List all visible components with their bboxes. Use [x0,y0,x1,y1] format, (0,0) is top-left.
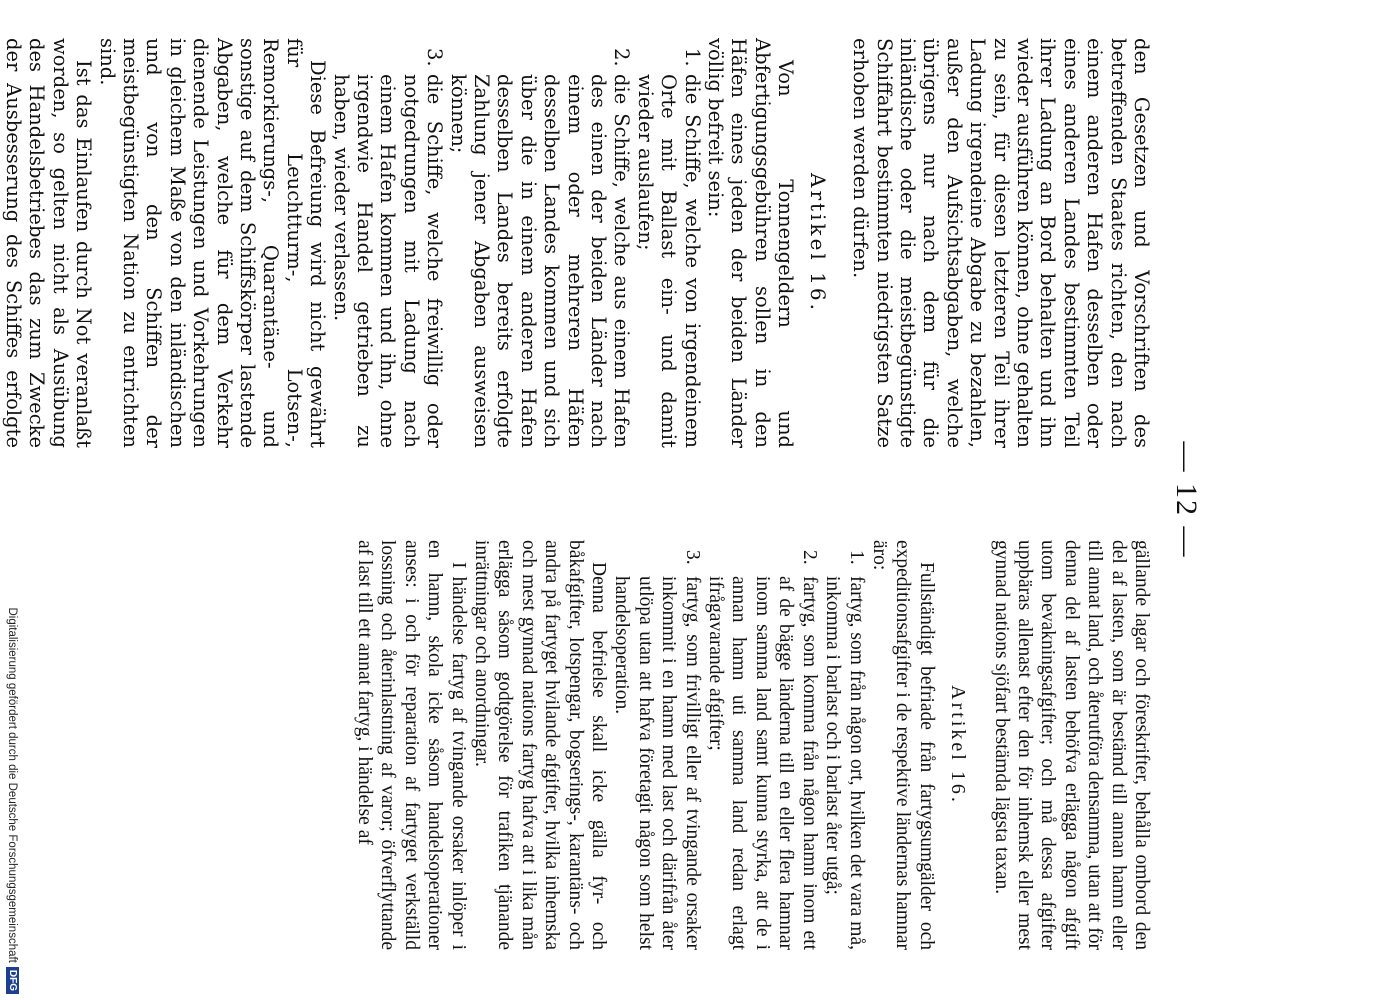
german-column [0,38,1153,448]
german-list-item [633,38,703,448]
swedish-item-text: fartyg, som från någon ort, hvilken det vara må, inkomma i barlast och i barlast åter utgå; [822,576,867,950]
german-item-number: 1. [680,48,704,67]
swedish-article-heading: Artikel 16. [947,685,970,805]
german-item-number: 2. [610,48,634,67]
swedish-intro-paragraph: gällande lagar och föreskrifter, behålla ombord den del af lasten, som är bestämd till annan hamn eller till annat land, och återutföra densamma, utan att för denna del af lasten behöfva erlägga någon afgift utom bevakningsafgifter; och må dessa afgifter uppbäras allenast efter den för inhemsk eller mest gynnad nations sjöfart bestämda lägsta taxan. [990,540,1152,950]
swedish-item-text: fartyg, som frivilligt eller af tvingande orsaker inkommit i en hamn med last och därifrån åter utlöpa utan att hafva företagit någon som helst handelsoperation. [611,576,703,950]
german-list-item [329,38,446,448]
german-intro-paragraph: den Gesetzen und Vorschriften des betreffenden Staates richten, den nach einem anderen Hafen desselben oder eines anderen Landes bestimmten Teil ihrer Ladung an Bord behalten und ihn wieder ausführen können, ohne gehalten zu sein, für diesen letzteren Teil ihrer Ladung irgendeine Abgabe zu bezahlen, außer den Aufsichtsabgaben, welche übrigens nur nach dem für die inländische oder die meistbegünstigte Schiffahrt bestimmten niedrigsten Satze erhoben werden dürfen. [849,38,1153,448]
swedish-column [353,540,1153,950]
german-lead-paragraph: Von Tonnengeldern und Abfertigungsgebühren sollen in den Häfen eines jeden der beiden Länder völlig befreit sein: [704,38,798,448]
german-item-text: die Schiffe, welche freiwillig oder notgedrungen mit Ladung nach einem Hafen kommen und ihn, ohne irgendwie Handel getrieben zu haben, wieder verlassen. [329,74,447,448]
swedish-lead-paragraph: Fullständigt befriade från fartygsumgälder och expeditionsafgifter i de respektive ländernas hamnar äro: [868,540,937,950]
swedish-list-item [704,540,821,950]
swedish-paragraph-distress: I händelse fartyg af tvingande orsaker inlöper i en hamn, skola icke såsom handelsoperationer anses: i och för reparation af fartyget verkställd lossning och återinlastning af varor; öfverflyttande af last till ett annat fartyg, i händelse af [354,540,469,950]
german-paragraph-exemption: Diese Befreiung wird nicht gewährt für Leuchtturm-, Lotsen-, Remorkierungs-, Quarantäne- und sonstige auf dem Schiffskörper lastende Abgaben, welche für dem Verkehr dienende Leistungen und Vorkehrungen in gleichem Maße von den inländischen und von den Schiffen der meistbegünstigten Nation zu entrichten sind. [95,38,330,448]
german-list-item [446,38,633,448]
swedish-item-number: 1. [845,550,867,565]
page-number: — 12 — [1170,441,1203,559]
swedish-item-number: 2. [798,550,820,565]
german-item-text: die Schiffe, welche aus einem Hafen des einen der beiden Länder nach einem oder mehreren Häfen desselben Landes kommen und sich über die in einem anderen Hafen desselben Landes bereits erfolgte Zahlung jener Abgaben ausweisen können; [446,74,634,448]
german-paragraph-distress: Ist das Einlaufen durch Not veranlaßt worden, so gelten nicht als Ausübung des Handelsbetriebes das zum Zwecke der Ausbesserung des Schiffes erfolgte [1,38,96,448]
digitization-credit-text: Digitalisierung gefördert durch die Deutsche Forschungsgemeinschaft [6,607,19,963]
swedish-item-number: 3. [681,550,703,565]
german-article-heading: Artikel 16. [805,173,830,313]
swedish-paragraph-exemption: Denna befrielse skall icke gälla fyr- och båkafgifter, lotspengar, bogserings-, karantäns- och andra på fartyget hvilande afgifter, hvilka inhemska och mest gynnad nations fartyg hafva att i lika mån erlägga såsom godtgörelse för trafiken tjänande inrättningar och anordningar. [471,540,610,950]
swedish-list-item [610,540,704,950]
german-item-number: 3. [423,48,447,67]
dfg-logo: DFG [6,967,19,994]
german-item-text: die Schiffe, welche von irgendeinem Orte mit Ballast ein- und damit wieder auslaufen; [633,74,704,448]
swedish-list-item [821,540,868,950]
digitization-credit [0,0,25,1000]
swedish-item-text: fartyg, som komma från någon hamn inom ett af de bägge länderna till en eller flera hamnar inom samma land samt kunna styrka, att de i annan hamn uti samma land redan erlagt ifrågavarande afgifter; [705,576,820,950]
